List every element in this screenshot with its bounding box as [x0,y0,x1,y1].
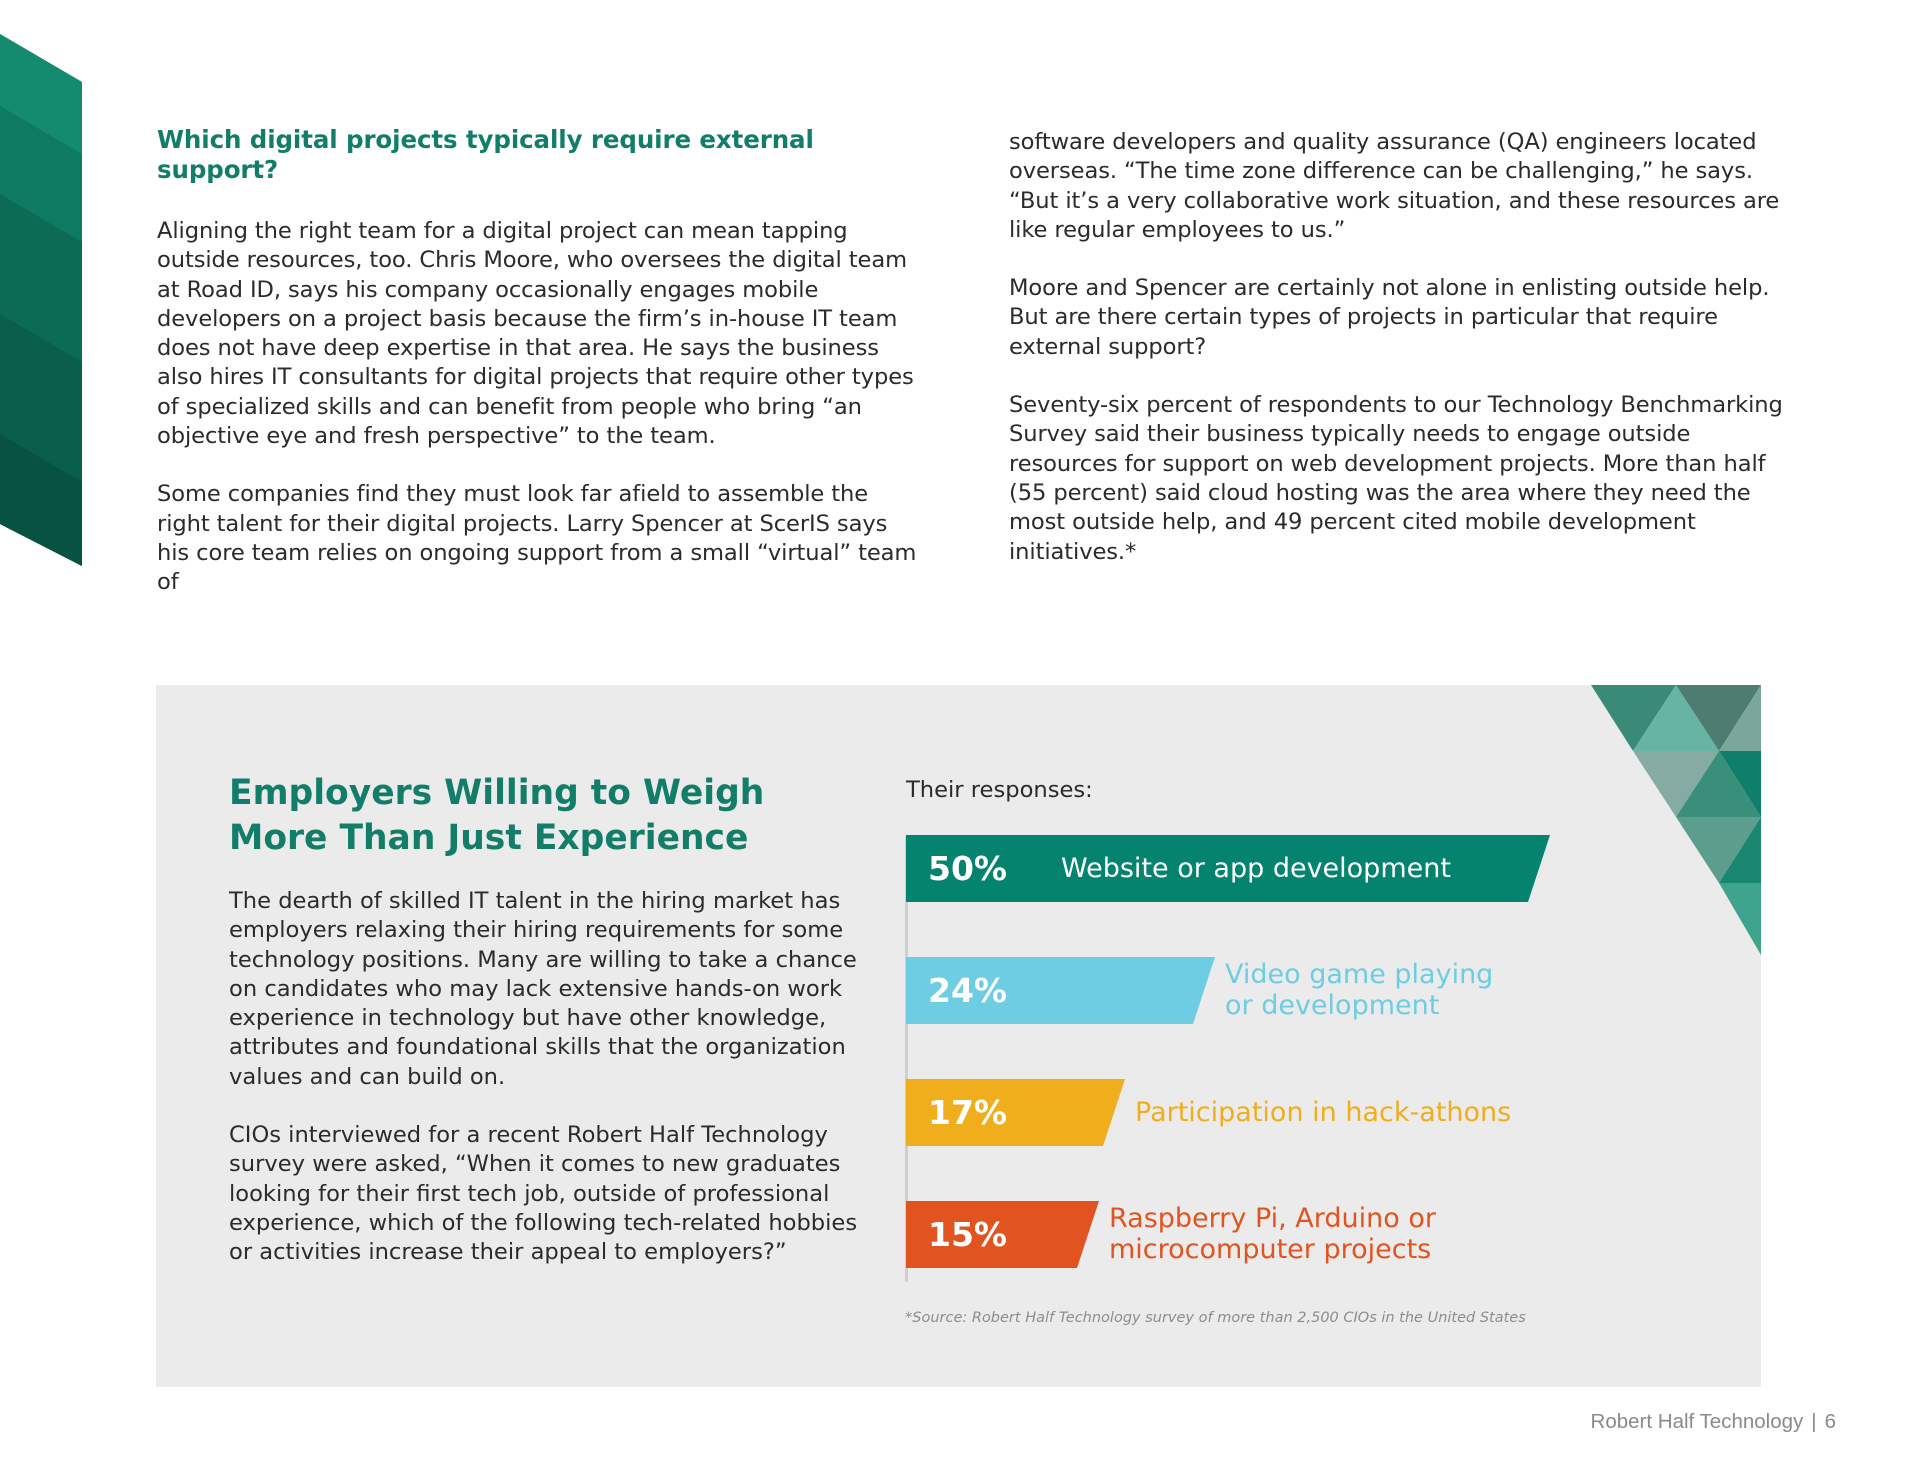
bar-value-label: 15% [928,1215,1007,1254]
bar-category-label-line: Participation in hack-athons [1135,1097,1512,1128]
decorative-side-band [0,34,82,566]
bar-category-label [1135,1097,1511,1128]
article-paragraph: Some companies find they must look far afield to assemble the right talent for their digital projects. Larry Spencer at ScerIS says his core team relies on ongoing support from a small “virtual” team of [157,481,917,596]
article-paragraph: Seventy-six percent of respondents to our Technology Benchmarking Survey said their business typically needs to engage outside resources for support on web development projects. More than half (55 percent) said cloud hosting was the area where they need the most outside help, and 49 percent cited mobile development initiatives.* [1009,392,1783,565]
chart-title: Their responses: [906,777,1093,803]
footer-separator: | [1811,1410,1817,1433]
callout-title: Employers Willing to Weigh More Than Just Experience [229,773,765,858]
article-right-column [1009,128,1789,596]
source-note: *Source: Robert Half Technology survey of more than 2,500 CIOs in the United States [905,1310,1526,1326]
bar-category-label [1109,1203,1436,1265]
article-paragraph: Moore and Spencer are certainly not alone in enlisting outside help. But are there certain types of projects in particular that require external support? [1009,275,1770,360]
article-heading: Which digital projects typically require external support? [157,125,814,184]
page-number: 6 [1824,1410,1836,1433]
bar-row [906,1201,1519,1268]
callout-paragraph: CIOs interviewed for a recent Robert Half Technology survey were asked, “When it comes to new graduates looking for their first tech job, outside of professional experience, which of the following tech-related hobbies or activities increase their appeal to employers?” [229,1122,858,1266]
bar-category-label [1225,959,1493,1021]
bar-value-label: 50% [928,849,1007,888]
bar-row [906,957,1635,1024]
article-paragraph: software developers and quality assurance (QA) engineers located overseas. “The time zone difference can be challenging,” he says. “But it’s a very collaborative work situation, and these resources are like regular employees to us.” [1009,129,1780,243]
decorative-triangles [1591,685,1761,955]
bar-row [906,835,1920,902]
footer-brand: Robert Half Technology [1590,1410,1804,1433]
bar-category-label-line: Raspberry Pi, Arduino or [1109,1203,1436,1234]
article-paragraph: Aligning the right team for a digital project can mean tapping outside resources, too. Chris Moore, who oversees the digital team at Road ID, says his company occasionally engages mobile developers on a project basis because the firm’s in-house IT team does not have deep expertise in that area. He says the business also hires IT consultants for digital projects that require other types of specialized skills and can benefit from people who bring “an objective eye and fresh perspective” to the team. [157,218,914,450]
bar-category-label-line: Website or app development [1061,853,1451,884]
bar-value-label: 24% [928,971,1007,1010]
bar-category-label-line: microcomputer projects [1109,1234,1432,1265]
bar-row [906,1079,1545,1146]
bar-value-label: 17% [928,1093,1007,1132]
bar-category-label [1061,853,1451,884]
bar-category-label-line: or development [1225,990,1440,1021]
callout-paragraph: The dearth of skilled IT talent in the hiring market has employers relaxing their hiring requirements for some technology positions. Many are willing to take a chance on candidates who may lack extensive hands-on work experience in technology but have other knowledge, attributes and foundational skills that the organization values and can build on. [229,888,857,1090]
callout-body [229,887,869,1297]
page-footer [1591,1410,1836,1434]
article-left-column [157,125,917,627]
callout-panel [156,685,1761,1387]
bar-category-label-line: Video game playing [1225,959,1494,990]
